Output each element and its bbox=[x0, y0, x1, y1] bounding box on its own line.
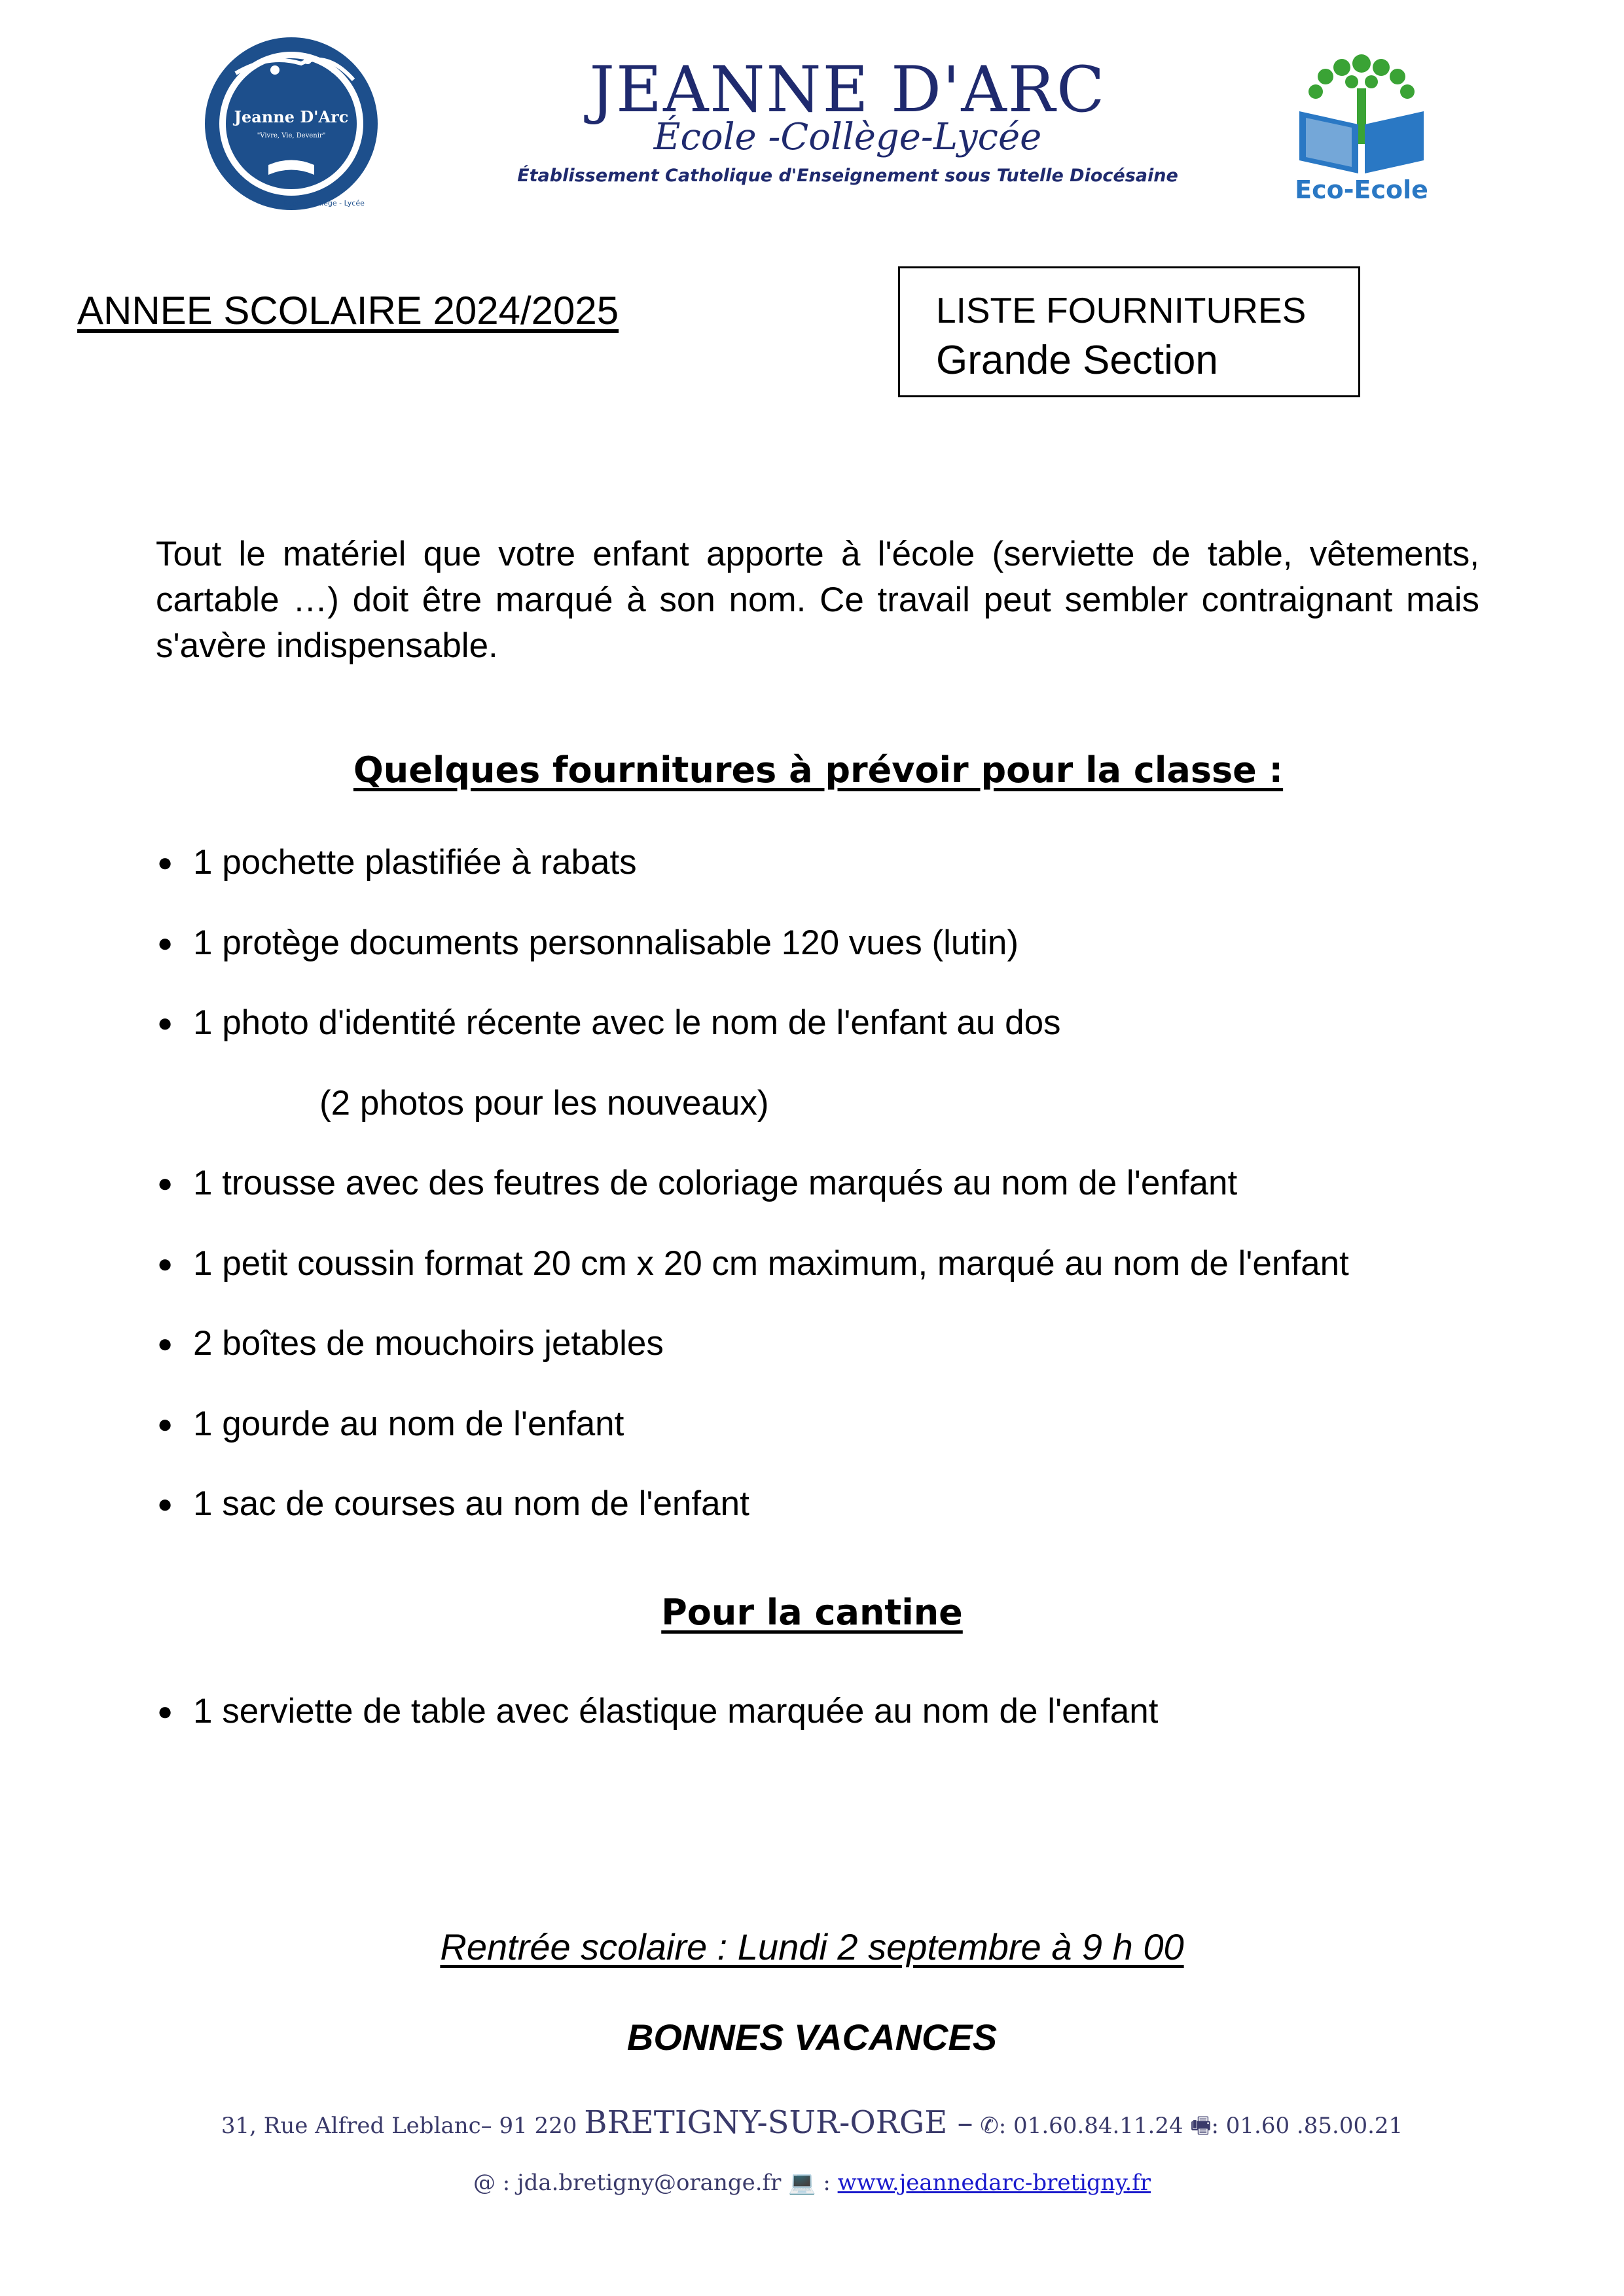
eco-ecole-label: Eco-Ecole bbox=[1295, 175, 1428, 204]
list-item: ● 1 serviette de table avec élastique marquée au nom de l'enfant bbox=[157, 1692, 1159, 1731]
computer-icon: 💻 bbox=[788, 2170, 816, 2196]
school-name: JEANNE D'ARC bbox=[589, 53, 1106, 126]
phone-icon: ✆ bbox=[980, 2113, 999, 2139]
list-item: ● 1 photo d'identité récente avec le nom de l'enfant au dos bbox=[157, 1003, 1061, 1042]
list-item: ● 1 sac de courses au nom de l'enfant bbox=[157, 1484, 749, 1523]
closing-message: BONNES VACANCES bbox=[626, 2017, 998, 2058]
school-levels: École -Collège-Lycée bbox=[653, 116, 1042, 158]
fax-icon: 🖷 bbox=[1190, 2113, 1212, 2139]
list-title-box bbox=[898, 266, 1360, 397]
street-address: 31, Rue Alfred Leblanc– 91 220 bbox=[221, 2113, 577, 2139]
logo-ring-text: Ecole - Collège - Lycée bbox=[283, 199, 365, 207]
list-item: ● 1 trousse avec des feutres de coloriage marqués au nom de l'enfant bbox=[157, 1164, 1238, 1202]
fax-number: : 01.60 .85.00.21 bbox=[1211, 2113, 1403, 2139]
list-item: ● 1 protège documents personnalisable 120 vues (lutin) bbox=[157, 924, 1019, 962]
school-tagline: Établissement Catholique d'Enseignement sous Tutelle Diocésaine bbox=[517, 166, 1178, 186]
footer-contact bbox=[0, 2170, 1624, 2196]
city: BRETIGNY-SUR-ORGE – bbox=[584, 2104, 973, 2141]
school-year: ANNEE SCOLAIRE 2024/2025 bbox=[77, 289, 619, 332]
list-item: ● 1 gourde au nom de l'enfant bbox=[157, 1405, 624, 1443]
list-title: LISTE FOURNITURES bbox=[936, 290, 1307, 331]
footer-address bbox=[0, 2104, 1624, 2147]
email-address[interactable]: @ : jda.bretigny@orange.fr bbox=[473, 2170, 782, 2196]
class-level: Grande Section bbox=[936, 338, 1218, 383]
logo-school-name: Jeanne D'Arc bbox=[234, 107, 349, 126]
web-prefix: : bbox=[816, 2170, 838, 2196]
list-item: ● 2 boîtes de mouchoirs jetables bbox=[157, 1324, 664, 1363]
class-supplies-heading: Quelques fournitures à prévoir pour la classe : bbox=[353, 749, 1284, 791]
eco-ecole-logo bbox=[1286, 49, 1437, 206]
phone-number: : 01.60.84.11.24 bbox=[998, 2113, 1183, 2139]
list-item: ● 1 petit coussin format 20 cm x 20 cm maximum, marqué au nom de l'enfant bbox=[157, 1244, 1349, 1283]
school-logo bbox=[196, 34, 386, 214]
school-start-date: Rentrée scolaire : Lundi 2 septembre à 9 h 00 bbox=[440, 1926, 1184, 1967]
website-link[interactable]: www.jeannedarc-bretigny.fr bbox=[837, 2170, 1151, 2196]
canteen-heading: Pour la cantine bbox=[661, 1592, 963, 1633]
logo-motto: "Vivre, Vie, Devenir" bbox=[257, 132, 326, 139]
photo-note: (2 photos pour les nouveaux) bbox=[319, 1084, 769, 1122]
intro-paragraph: Tout le matériel que votre enfant apporte à l'école (serviette de table, vêtements, cartable …) doit être marqué à son nom. Ce travail peut sembler contraignant mais s'avère indispensable. bbox=[156, 535, 1479, 665]
list-item: ● 1 pochette plastifiée à rabats bbox=[157, 843, 637, 882]
